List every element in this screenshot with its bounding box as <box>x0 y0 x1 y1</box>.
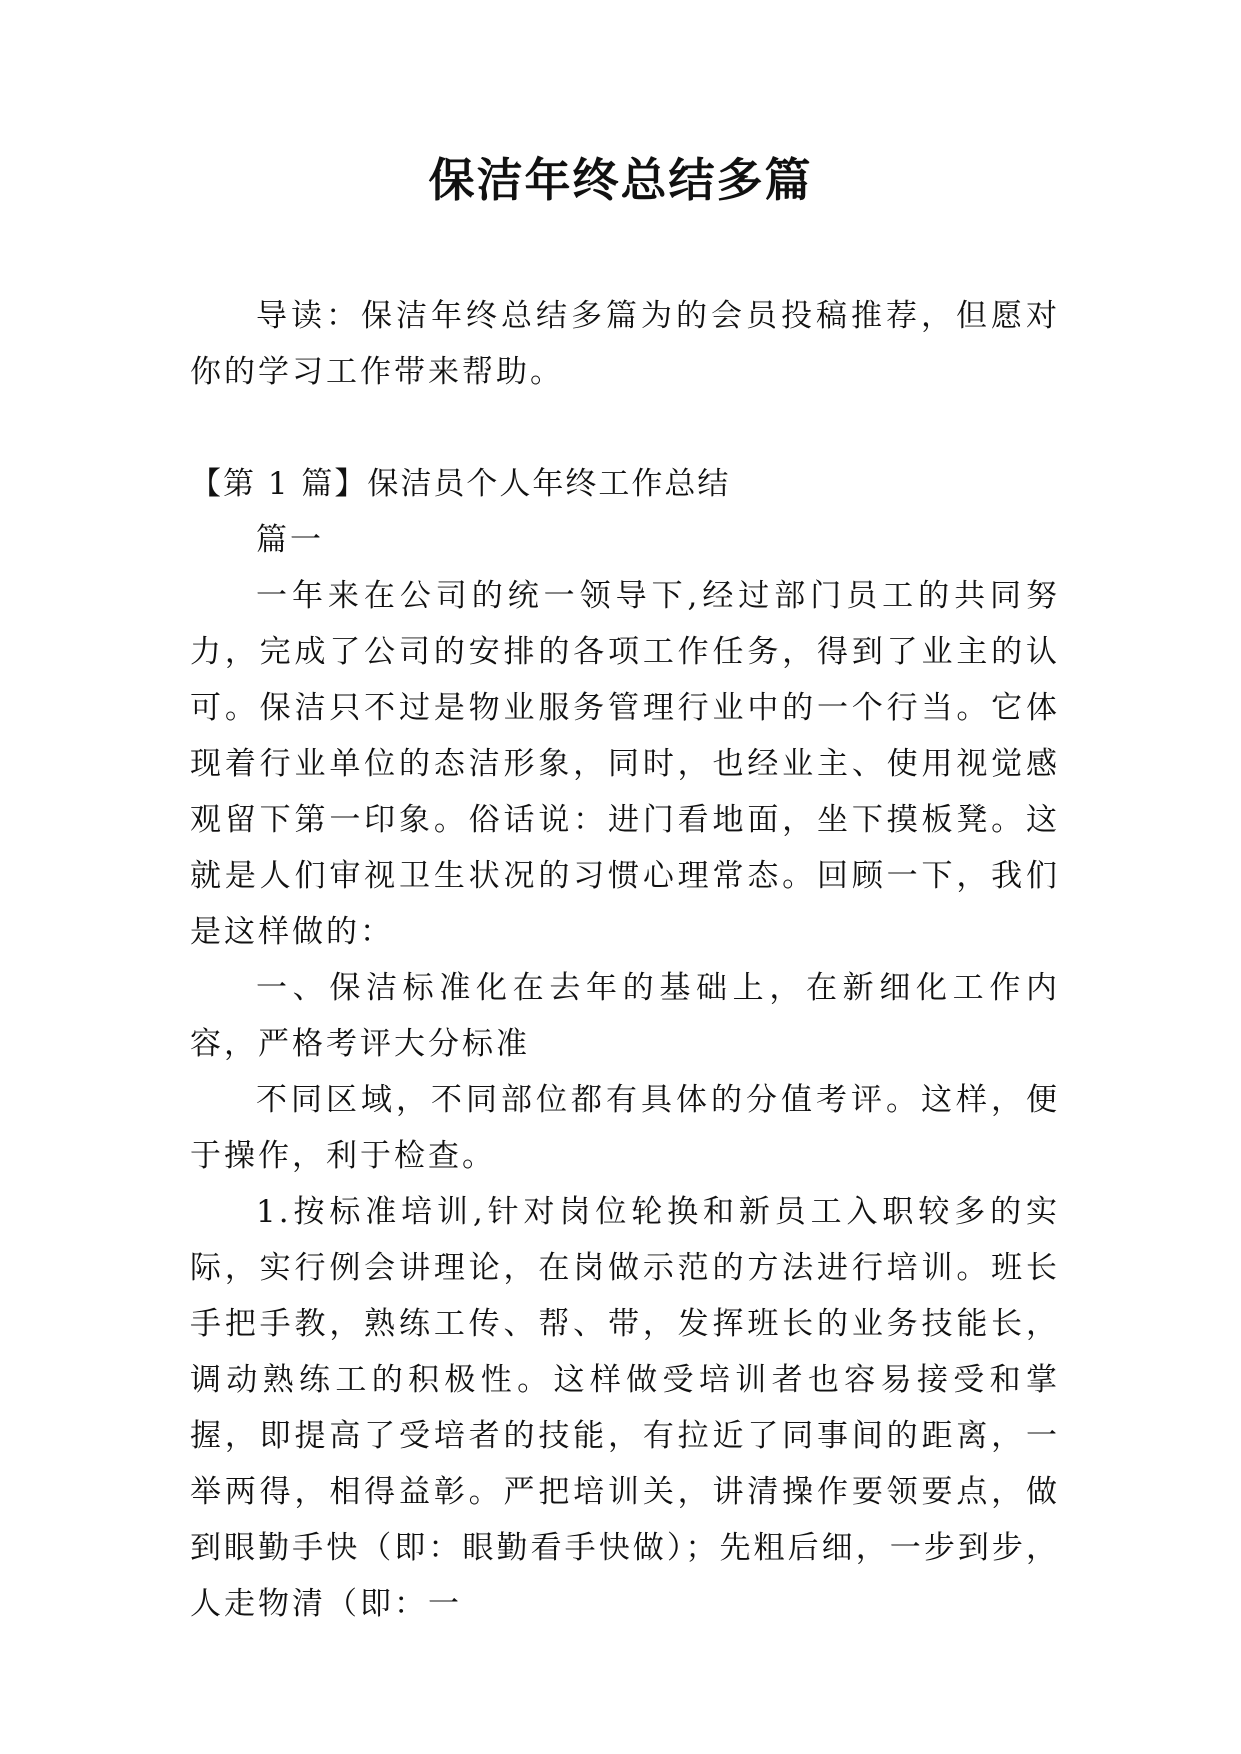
body-paragraph: 不同区域，不同部位都有具体的分值考评。这样，便于操作，利于检查。 <box>190 1082 1060 1174</box>
body-paragraph: 1.按标准培训,针对岗位轮换和新员工入职较多的实际，实行例会讲理论，在岗做示范的方法进行培训。班长手把手教，熟练工传、帮、带，发挥班长的业务技能长，调动熟练工的积极性。这样做受培训者也容易接受和掌握，即提高了受培者的技能，有拉近了同事间的距离，一举两得，相得益彰。严把培训关，讲清操作要领要点，做到眼勤手快（即：眼勤看手快做）；先粗后细，一步到步，人走物清（即：一 <box>190 1194 1060 1622</box>
section-heading: 【第 1 篇】保洁员个人年终工作总结 <box>190 466 731 502</box>
subheading: 篇一 <box>256 522 324 558</box>
intro-paragraph: 导读：保洁年终总结多篇为的会员投稿推荐，但愿对你的学习工作带来帮助。 <box>190 298 1060 390</box>
document-body <box>190 288 1060 1632</box>
body-paragraph: 一年来在公司的统一领导下,经过部门员工的共同努力，完成了公司的安排的各项工作任务，得到了业主的认可。保洁只不过是物业服务管理行业中的一个行当。它体现着行业单位的态洁形象，同时，也经业主、使用视觉感观留下第一印象。俗话说：进门看地面，坐下摸板凳。这就是人们审视卫生状况的习惯心理常态。回顾一下，我们是这样做的： <box>190 578 1060 950</box>
document-title: 保洁年终总结多篇 <box>428 153 813 207</box>
body-paragraph: 一、保洁标准化在去年的基础上，在新细化工作内容，严格考评大分标准 <box>190 970 1060 1062</box>
